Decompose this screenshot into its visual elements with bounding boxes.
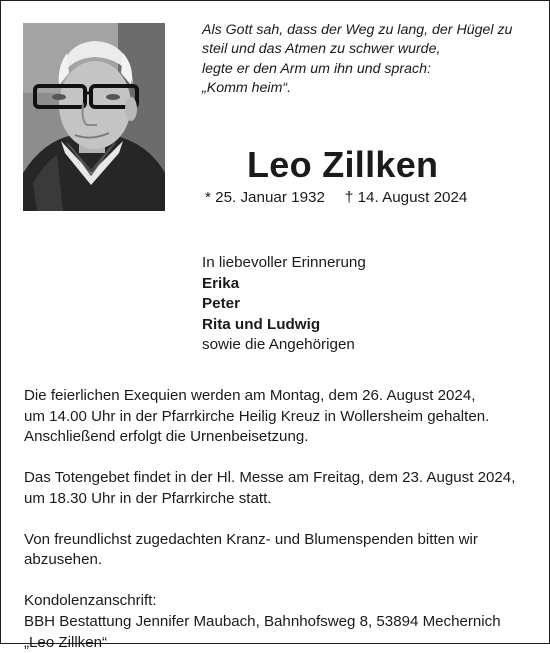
text-line: „Leo Zillken“ (24, 633, 108, 651)
portrait-photo (23, 23, 165, 211)
family-member: Rita und Ludwig (202, 315, 321, 333)
text-line: Von freundlichst zugedachten Kranz- und Blumenspenden bitten wir (24, 530, 478, 548)
text-line: BBH Bestattung Jennifer Maubach, Bahnhofsweg 8, 53894 Mechernich (24, 612, 501, 630)
family-member: Erika (202, 274, 240, 292)
portrait-icon (23, 23, 165, 211)
text-line: um 18.30 Uhr in der Pfarrkirche statt. (24, 489, 272, 507)
death-date: † 14. August 2024 (344, 189, 468, 206)
flowers-paragraph (24, 530, 534, 571)
quote-line: Als Gott sah, dass der Weg zu lang, der Hügel zu (202, 22, 513, 38)
exequies-paragraph (24, 386, 534, 448)
announcement-text (24, 386, 534, 653)
text-line: Kondolenzanschrift: (24, 592, 157, 610)
deceased-name: Leo Zillken (247, 144, 439, 185)
text-line: Das Totengebet findet in der Hl. Messe am Freitag, dem 23. August 2024, (24, 469, 516, 487)
memorial-quote (202, 21, 532, 98)
text-line: Anschließend erfolgt die Urnenbeisetzung. (24, 428, 309, 446)
quote-line: steil und das Atmen zu schwer wurde, (202, 41, 441, 58)
text-line: um 14.00 Uhr in der Pfarrkirche Heilig Kreuz in Wollersheim gehalten. (24, 407, 490, 425)
prayer-paragraph (24, 468, 534, 509)
quote-line: „Komm heim“. (202, 79, 292, 96)
family-intro: In liebevoller Erinnerung (202, 254, 366, 271)
text-line: Die feierlichen Exequien werden am Montag, dem 26. August 2024, (24, 387, 476, 404)
birth-date: * 25. Januar 1932 (205, 189, 325, 206)
quote-line: legte er den Arm um ihn und sprach: (202, 60, 431, 77)
family-member: Peter (202, 295, 240, 313)
text-line: abzusehen. (24, 551, 103, 569)
family-block (202, 253, 366, 356)
family-closing: sowie die Angehörigen (202, 336, 355, 354)
life-dates (205, 188, 467, 208)
